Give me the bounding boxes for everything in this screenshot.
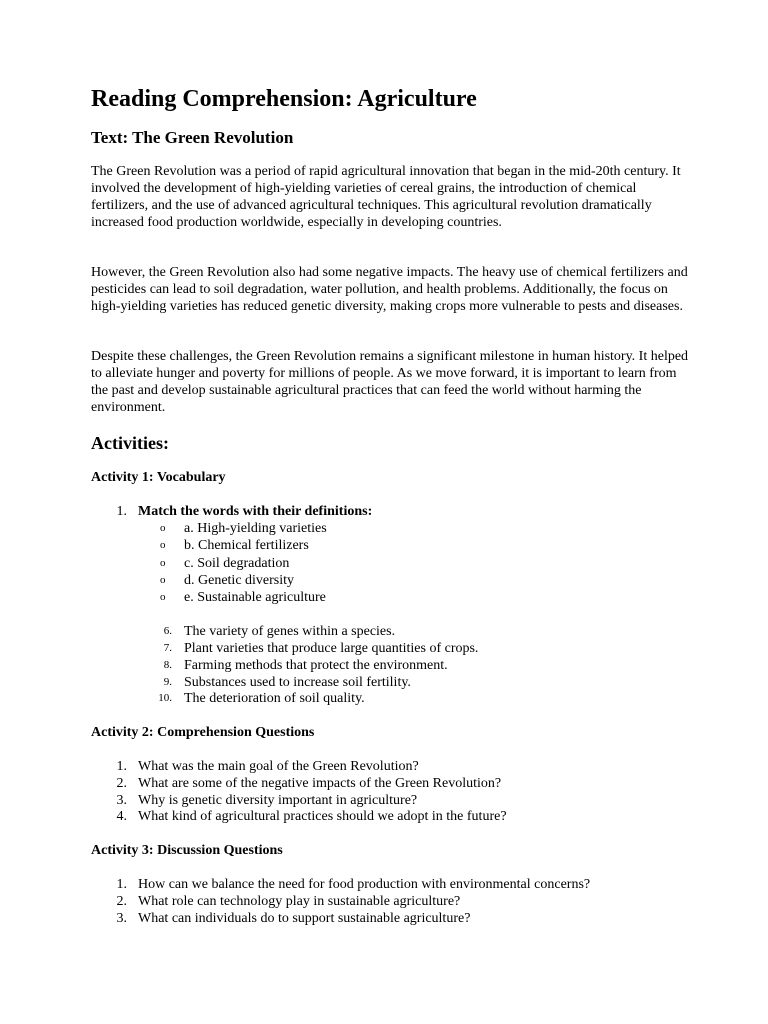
list-number: 2. <box>116 894 127 909</box>
question-text: Why is genetic diversity important in agriculture? <box>138 793 418 808</box>
word-item <box>0 572 768 589</box>
word-item <box>0 555 768 572</box>
word-text: e. Sustainable agriculture <box>184 590 326 605</box>
question-text: What role can technology play in sustainable agriculture? <box>138 894 461 909</box>
definition-item <box>0 674 768 691</box>
question-item <box>0 893 768 910</box>
question-text: What kind of agricultural practices should we adopt in the future? <box>138 809 507 824</box>
word-item <box>0 537 768 554</box>
list-number: 3. <box>116 911 127 926</box>
activities-heading: Activities: <box>91 433 169 453</box>
question-item <box>0 876 768 893</box>
activity-1-heading: Activity 1: Vocabulary <box>91 470 226 485</box>
word-text: c. Soil degradation <box>184 556 290 571</box>
definition-text: The variety of genes within a species. <box>184 624 396 639</box>
definition-text: The deterioration of soil quality. <box>184 691 365 706</box>
bullet-icon: o <box>160 591 166 603</box>
word-text: d. Genetic diversity <box>184 573 295 588</box>
document-title: Reading Comprehension: Agriculture <box>91 86 477 112</box>
definition-item <box>0 623 768 640</box>
definition-item <box>0 640 768 657</box>
word-item <box>0 589 768 606</box>
definition-item <box>0 657 768 674</box>
list-number: 1. <box>116 877 127 892</box>
word-text: b. Chemical fertilizers <box>184 538 309 553</box>
list-number: 10. <box>158 692 172 704</box>
question-text: How can we balance the need for food production with environmental concerns? <box>138 877 591 892</box>
match-instruction: Match the words with their definitions: <box>138 504 373 519</box>
list-number: 1. <box>116 759 127 774</box>
activity-1-item <box>0 503 768 520</box>
list-number: 7. <box>163 642 172 654</box>
paragraph-2: However, the Green Revolution also had some negative impacts. The heavy use of chemical fertilizers and pesticides can lead to soil degradation, water pollution, and health problems. Additionally, the focus on high-yielding varieties has reduced genetic diversity, making crops more vulnerable to pests and diseases. <box>91 265 688 314</box>
list-number: 9. <box>163 676 172 688</box>
text-heading: Text: The Green Revolution <box>91 128 294 147</box>
paragraph-3: Despite these challenges, the Green Revolution remains a significant milestone in human history. It helped to alleviate hunger and poverty for millions of people. As we move forward, it is important to learn from the past and develop sustainable agricultural practices that can feed the world without harming the environment. <box>91 349 689 415</box>
definition-text: Substances used to increase soil fertility. <box>184 675 411 690</box>
list-number: 6. <box>163 625 172 637</box>
question-text: What was the main goal of the Green Revolution? <box>138 759 419 774</box>
list-number: 1. <box>116 504 127 519</box>
bullet-icon: o <box>160 522 166 534</box>
list-number: 2. <box>116 776 127 791</box>
bullet-icon: o <box>160 539 166 551</box>
paragraph-1: The Green Revolution was a period of rapid agricultural innovation that began in the mid-20th century. It involved the development of high-yielding varieties of cereal grains, the introduction of chemical fertilizers, and the use of advanced agricultural techniques. This agricultural revolution dramatically increased food production worldwide, especially in developing countries. <box>91 164 681 230</box>
list-number: 4. <box>116 809 127 824</box>
question-text: What can individuals do to support sustainable agriculture? <box>138 911 471 926</box>
question-item <box>0 758 768 775</box>
list-number: 8. <box>163 659 172 671</box>
question-text: What are some of the negative impacts of the Green Revolution? <box>138 776 502 791</box>
word-item <box>0 520 768 537</box>
question-item <box>0 808 768 825</box>
definition-item <box>0 690 768 707</box>
bullet-icon: o <box>160 557 166 569</box>
definition-text: Farming methods that protect the environment. <box>184 658 448 673</box>
question-item <box>0 775 768 792</box>
activity-2-heading: Activity 2: Comprehension Questions <box>91 725 315 740</box>
question-item <box>0 792 768 809</box>
activity-3-heading: Activity 3: Discussion Questions <box>91 843 283 858</box>
definition-text: Plant varieties that produce large quantities of crops. <box>184 641 479 656</box>
word-text: a. High-yielding varieties <box>184 521 327 536</box>
question-item <box>0 910 768 927</box>
list-number: 3. <box>116 793 127 808</box>
bullet-icon: o <box>160 574 166 586</box>
